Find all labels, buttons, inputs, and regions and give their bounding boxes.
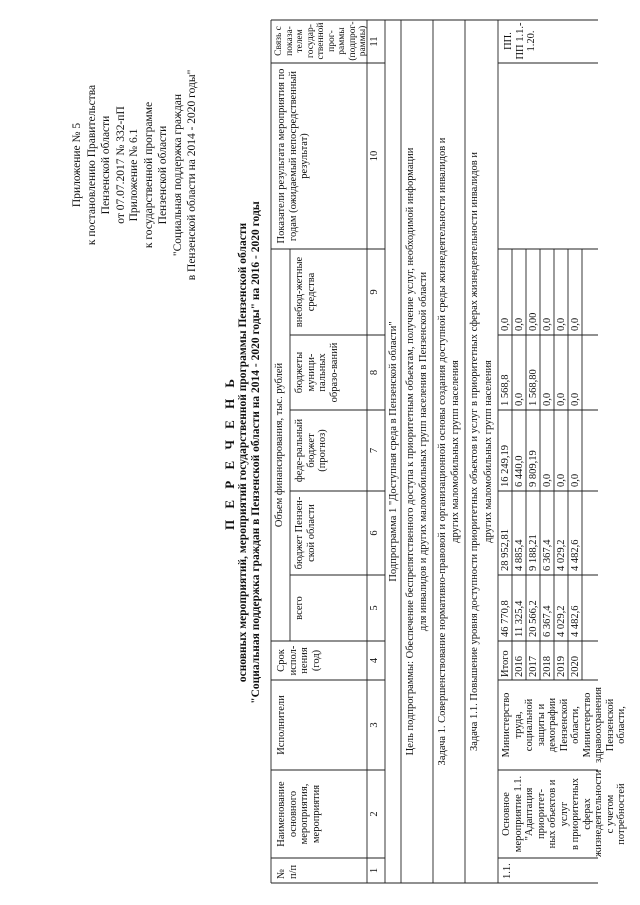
- row-municipal: 0,0: [556, 392, 567, 406]
- row-federal: 16 249,19: [500, 445, 511, 487]
- row-regional: 9 188,21: [528, 534, 539, 571]
- col-number: 4: [369, 657, 380, 664]
- activity-executor-line: социальной защиты и: [524, 698, 547, 752]
- row-total: 20 566,2: [528, 600, 539, 637]
- row-federal: 0,0: [556, 473, 567, 487]
- document-subtitle-line: "Социальная поддержка граждан в Пензенской области на 2014 - 2020 годы" на 2016 - 2020 годы: [250, 201, 262, 704]
- row-federal: 0,0: [542, 473, 553, 487]
- document-title: П Е Р Е Ч Е Н Ь: [222, 374, 237, 531]
- header-executors: Исполнители: [276, 695, 287, 755]
- col-number: 9: [369, 289, 380, 295]
- col-number: 2: [369, 811, 380, 817]
- col-number: 7: [369, 447, 380, 454]
- row-federal: 0,0: [570, 473, 581, 487]
- activity-executor-line: Пензенской области,: [604, 698, 627, 752]
- row-total: 46 770,8: [500, 600, 511, 637]
- row-extra: 0,0: [570, 317, 581, 331]
- col-number: 3: [369, 722, 380, 728]
- header-indicators: Показатели результата мероприятия по годам (ожидаемый непосредственный результат): [276, 68, 310, 244]
- annex-6-1-line: Приложение № 6.1: [128, 128, 140, 222]
- header-num: № п/п: [276, 864, 299, 879]
- row-total: 4 482,6: [570, 605, 581, 637]
- activity-executor-line: Министерство труда,: [501, 692, 524, 758]
- activity-name-line: жизнедеятельности: [593, 769, 604, 857]
- row-municipal: 0,0: [514, 392, 525, 406]
- header-regional: бюджет Пензен-ской области: [294, 496, 317, 570]
- header-link: Связь с показа-телем государ-ственной прог-раммы (подпрог-раммы): [274, 21, 368, 61]
- annex-5-block: [70, 65, 128, 265]
- annex-5-line: к постановлению Правительства: [85, 84, 98, 246]
- task-1-line: других маломобильных групп населения: [450, 360, 461, 543]
- row-federal: 6 440,0: [514, 455, 525, 487]
- annex-6-1-block: [127, 45, 200, 305]
- col-number: 8: [369, 369, 380, 376]
- row-total: 11 325,4: [514, 600, 525, 637]
- header-municipal: бюджеты муници-пальных образо-ваний: [294, 342, 340, 403]
- row-regional: 28 952,81: [500, 529, 511, 571]
- row-regional: 6 367,4: [542, 539, 553, 571]
- annex-6-1-line: Пензенской области: [157, 125, 169, 225]
- row-year: 2017: [528, 656, 539, 677]
- header-term: Срок испол-нения (год): [276, 645, 322, 676]
- annex-6-1-line: "Социальная поддержка граждан: [171, 93, 184, 257]
- row-year: 2019: [556, 656, 567, 677]
- col-number: 10: [369, 150, 380, 162]
- row-year: Итого: [500, 650, 511, 677]
- col-number: 6: [369, 530, 380, 536]
- activity-name-line: Основное: [501, 792, 512, 836]
- task-1-line: Задача 1. Совершенствование нормативно-правовой и организационной основы создания доступной среды жизнедеятельности инвалидов и: [437, 137, 448, 766]
- activity-link-line: 1.20.: [526, 30, 537, 52]
- row-year: 2018: [542, 656, 553, 677]
- activity-executors: [501, 681, 627, 769]
- col-number: 5: [369, 605, 380, 611]
- task-1-1-line: Задача 1.1. Повышение уровня доступности приоритетных объектов и услуг в приоритетных сферах жизнедеятельности инвалидов и: [469, 152, 480, 752]
- annex-6-1-line: к государственной программе: [142, 101, 155, 249]
- subprogram-goal-line: Цель подпрограммы: Обеспечение беспрепятственного доступа к приоритетным объектам, получение услуг, необходимой информации: [405, 147, 416, 756]
- activity-name-line: мероприятие 1.1.: [512, 775, 524, 853]
- row-extra: 0,0: [556, 317, 567, 331]
- task-1-1-line: других маломобильных групп населения: [483, 360, 494, 543]
- header-funding: Объем финансирования, тыс. рублей: [274, 362, 285, 528]
- row-municipal: 1 568,8: [500, 374, 511, 406]
- activity-name-line: ных объектов и услуг: [547, 779, 570, 849]
- row-regional: 4 482,6: [570, 539, 581, 571]
- row-extra: 0,00: [528, 312, 539, 331]
- document-title-block: [222, 0, 263, 905]
- annex-5-line: от 07.07.2017 № 332-пП: [114, 106, 127, 224]
- row-extra: 0,0: [542, 317, 553, 331]
- activity-name-line: в приоритетных сферах: [570, 778, 593, 850]
- row-extra: 0,0: [514, 317, 525, 331]
- header-name: Наименование основного мероприятия, мероприятия: [276, 781, 322, 847]
- row-regional: 4 029,2: [556, 539, 567, 571]
- annex-6-1-line: в Пензенской области на 2014 - 2020 годы": [186, 69, 198, 281]
- activity-name-line: "Адаптация приоритет-: [524, 787, 547, 841]
- activity-executor-line: демографии: [547, 697, 558, 753]
- activity-executor-line: здравоохранения: [593, 687, 604, 763]
- row-municipal: 1 568,80: [528, 369, 539, 406]
- row-extra: 0,0: [500, 317, 511, 331]
- header-total: всего: [294, 596, 305, 620]
- subprogram-title: Подпрограмма 1 "Доступная среда в Пензенской области": [388, 321, 399, 582]
- activity-link: [503, 20, 538, 62]
- row-year: 2016: [514, 656, 525, 677]
- annex-5-line: Приложение № 5: [71, 122, 83, 208]
- activity-executor-line: Министерство: [581, 692, 593, 758]
- activity-link-line: ПП.: [503, 32, 514, 50]
- row-federal: 9 809,19: [528, 450, 539, 487]
- activity-executor-line: Пензенской области,: [558, 698, 581, 752]
- row-total: 4 029,2: [556, 605, 567, 637]
- col-number: 1: [369, 867, 380, 874]
- subprogram-goal-line: для инвалидов и других маломобильных групп населения в Пензенской области: [418, 271, 429, 632]
- header-extrabudget: внебюд-жетные средства: [294, 256, 317, 328]
- row-municipal: 0,0: [542, 392, 553, 406]
- row-total: 6 367,4: [542, 605, 553, 637]
- row-regional: 4 885,4: [514, 539, 525, 571]
- row-municipal: 0,0: [570, 392, 581, 406]
- col-number: 11: [369, 36, 380, 47]
- row-year: 2020: [570, 656, 581, 677]
- annex-5-line: Пензенской области: [100, 115, 112, 215]
- activity-num: 1.1.: [502, 863, 513, 879]
- activity-link-line: ПП 1.1.-: [514, 22, 526, 60]
- activity-name: [501, 769, 627, 857]
- document-subtitle-line: основных мероприятий, мероприятий государственной программы Пензенской области: [237, 222, 249, 683]
- header-federal: феде-ральный бюджет (прогноз): [294, 418, 328, 483]
- activity-name-line: с учетом потребностей: [604, 783, 627, 845]
